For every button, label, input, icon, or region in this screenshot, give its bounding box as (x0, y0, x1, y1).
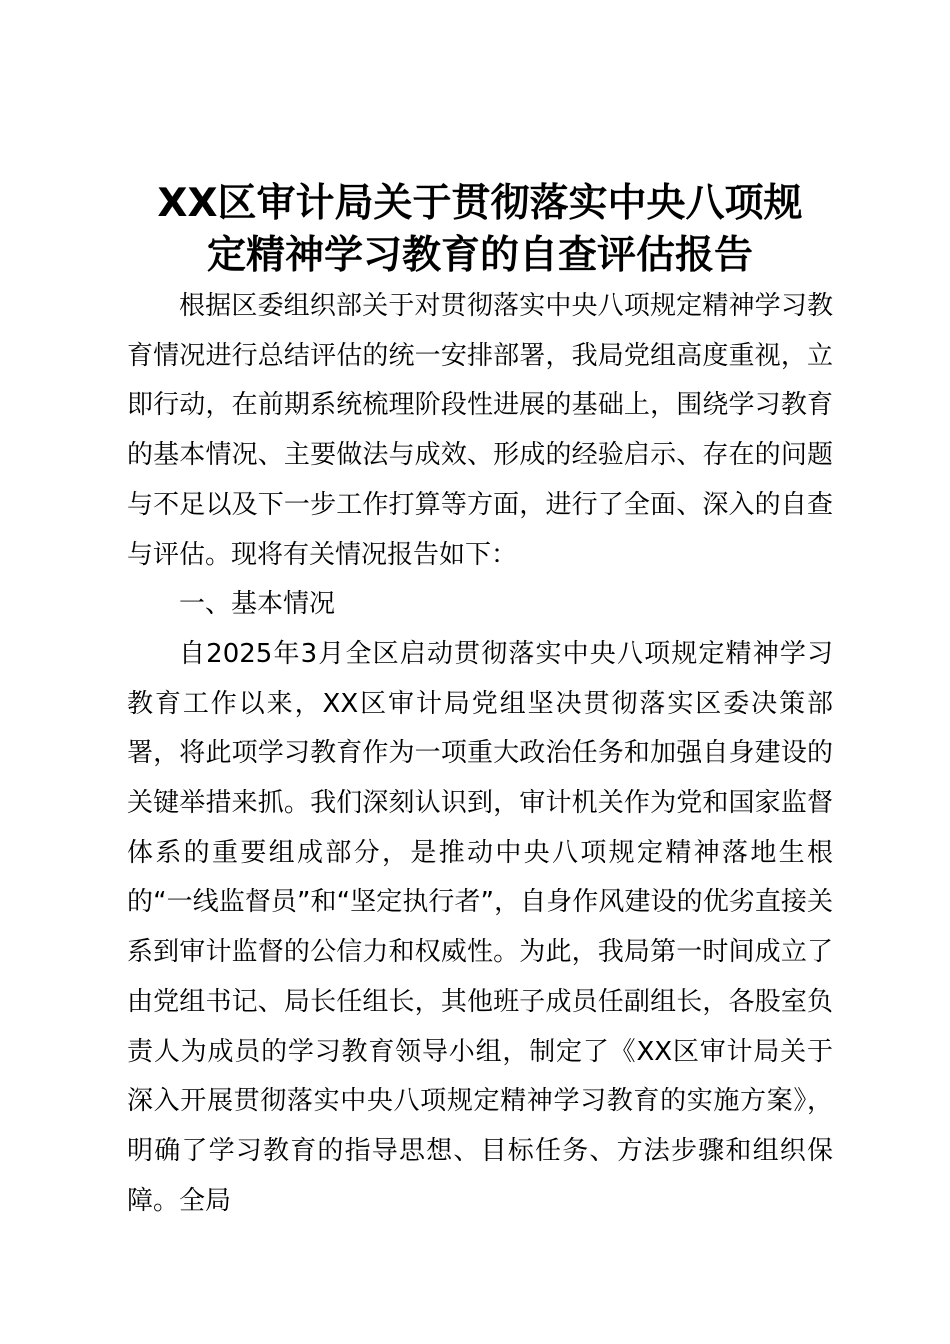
title-line-2: 定精神学习教育的自查评估报告 (206, 233, 753, 278)
title-line-1: XX区审计局关于贯彻落实中央八项规 (157, 181, 803, 226)
document-title (127, 178, 833, 282)
intro-paragraph: 根据区委组织部关于对贯彻落实中央八项规定精神学习教育情况进行总结评估的统一安排部署，我局党组高度重视，立即行动，在前期系统梳理阶段性进展的基础上，围绕学习教育的基本情况、主要做法与成效、形成的经验启示、存在的问题与不足以及下一步工作打算等方面，进行了全面、深入的自查与评估。现将有关情况报告如下： (127, 291, 833, 570)
document-body (127, 282, 833, 1226)
body-paragraph: 自2025年3月全区启动贯彻落实中央八项规定精神学习教育工作以来，XX区审计局党组坚决贯彻落实区委决策部署，将此项学习教育作为一项重大政治任务和加强自身建设的关键举措来抓。我们深刻认识到，审计机关作为党和国家监督体系的重要组成部分，是推动中央八项规定精神落地生根的“一线监督员”和“坚定执行者”，自身作风建设的优劣直接关系到审计监督的公信力和权威性。为此，我局第一时间成立了由党组书记、局长任组长，其他班子成员任副组长，各股室负责人为成员的学习教育领导小组，制定了《XX区审计局关于深入开展贯彻落实中央八项规定精神学习教育的实施方案》，明确了学习教育的指导思想、目标任务、方法步骤和组织保障。全局 (127, 638, 833, 1216)
section-heading-basic-situation: 一、基本情况 (179, 589, 336, 620)
